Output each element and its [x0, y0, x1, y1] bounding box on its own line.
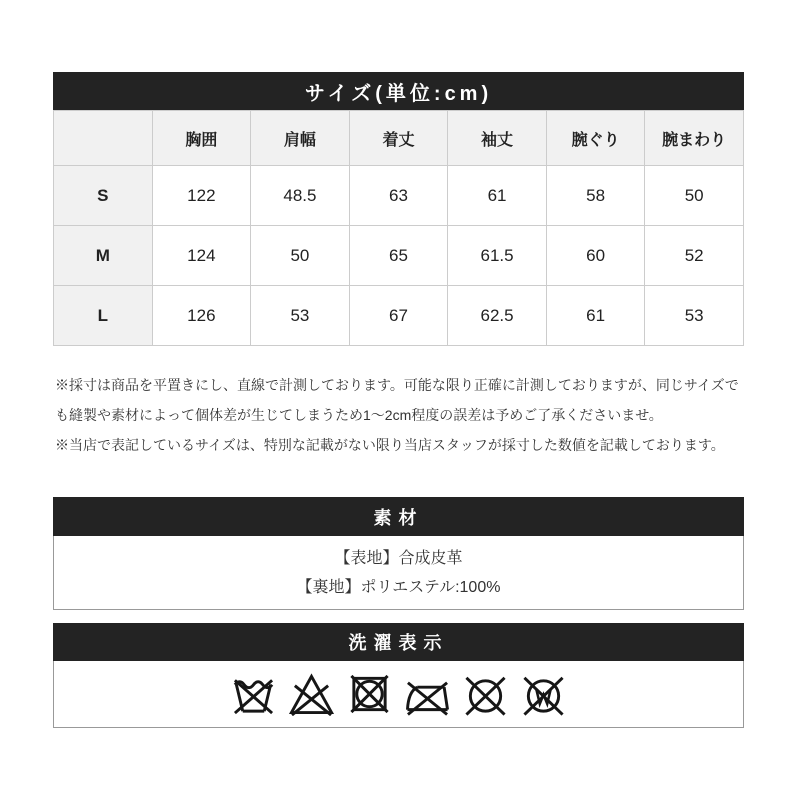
care-label-title: 洗濯表示	[348, 633, 449, 653]
column-header-chest: 胸囲	[152, 111, 251, 166]
material-title: 素材	[373, 507, 424, 528]
size-row-m	[54, 226, 744, 286]
column-header-sleeve-length: 袖丈	[448, 111, 547, 166]
cell-s-length: 63	[349, 166, 448, 226]
size-label-s: S	[54, 166, 153, 226]
care-label-section	[53, 623, 744, 728]
cell-m-length: 65	[349, 226, 448, 286]
measurement-notes	[55, 370, 747, 460]
material-outer-fabric: 【表地】合成皮革	[334, 549, 463, 567]
cell-s-sleeve: 61	[448, 166, 547, 226]
size-label-l: L	[54, 286, 153, 346]
cell-m-sleeve: 61.5	[448, 226, 547, 286]
cell-s-chest: 122	[152, 166, 251, 226]
column-header-length: 着丈	[349, 111, 448, 166]
care-label-header	[53, 623, 744, 661]
cell-l-arm-circumference: 53	[645, 286, 744, 346]
material-section	[53, 497, 744, 610]
size-label-m: M	[54, 226, 153, 286]
size-chart-title: サイズ(単位:cm)	[304, 82, 493, 105]
do-not-dry-clean-icon	[462, 672, 509, 716]
cell-s-armhole: 58	[546, 166, 645, 226]
do-not-wash-icon	[230, 672, 277, 716]
do-not-tumble-dry-icon	[346, 672, 393, 716]
cell-m-arm-circumference: 52	[645, 226, 744, 286]
cell-l-length: 67	[349, 286, 448, 346]
note-measurement-line2: も縫製や素材によって個体差が生じてしまうため1～2cm程度の誤差は予めご了承くださいませ。	[55, 407, 663, 423]
note-measurement-line1: ※採寸は商品を平置きにし、直線で計測しております。可能な限り正確に計測しておりますが、同じサイズで	[55, 377, 739, 393]
size-chart-header	[53, 72, 744, 110]
note-staff-measured	[55, 430, 747, 460]
cell-m-shoulder: 50	[251, 226, 350, 286]
note-measurement	[55, 370, 747, 430]
cell-l-chest: 126	[152, 286, 251, 346]
cell-l-sleeve: 62.5	[448, 286, 547, 346]
material-header	[53, 497, 744, 536]
do-not-bleach-icon	[288, 672, 335, 716]
size-chart-section	[53, 72, 744, 346]
size-chart-table	[53, 110, 744, 346]
material-body	[53, 536, 744, 610]
note-staff-measured-line: ※当店で表記しているサイズは、特別な記載がない限り当店スタッフが採寸した数値を記載しております。	[55, 437, 725, 453]
column-header-arm-circumference: 腕まわり	[645, 111, 744, 166]
do-not-iron-icon	[404, 672, 451, 716]
cell-s-shoulder: 48.5	[251, 166, 350, 226]
cell-l-armhole: 61	[546, 286, 645, 346]
do-not-wet-clean-icon	[520, 672, 567, 716]
cell-m-armhole: 60	[546, 226, 645, 286]
column-header-armhole: 腕ぐり	[546, 111, 645, 166]
column-header-shoulder-width: 肩幅	[251, 111, 350, 166]
care-symbols-row	[53, 661, 744, 728]
cell-l-shoulder: 53	[251, 286, 350, 346]
size-row-l	[54, 286, 744, 346]
material-lining: 【裏地】ポリエステル:100%	[296, 578, 501, 596]
corner-cell	[54, 111, 153, 166]
size-chart-column-header-row	[54, 111, 744, 166]
cell-s-arm-circumference: 50	[645, 166, 744, 226]
size-row-s	[54, 166, 744, 226]
cell-m-chest: 124	[152, 226, 251, 286]
